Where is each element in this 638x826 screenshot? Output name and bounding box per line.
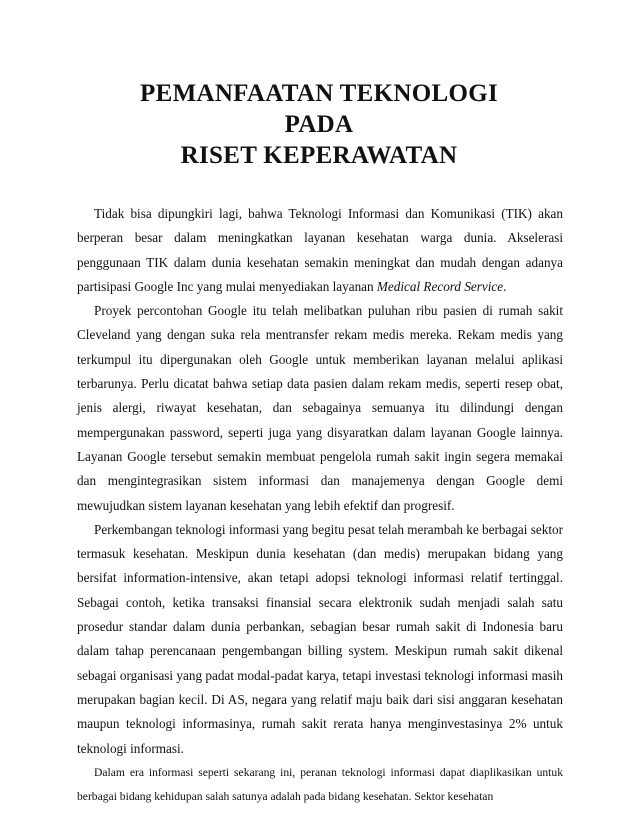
paragraph-2: Proyek percontohan Google itu telah melibatkan puluhan ribu pasien di rumah sakit Cleveland yang dengan suka rela mentransfer rekam medis mereka. Rekam medis yang terkumpul itu dipergunakan oleh Google untuk memberikan layanan melalui aplikasi terbarunya. Perlu dicatat bahwa setiap data pasien dalam rekam medis, seperti resep obat, jenis alergi, riwayat kesehatan, dan sebagainya semuanya itu dilindungi dengan mempergunakan password, seperti juga yang disyaratkan dalam layanan Google lainnya. Layanan Google tersebut semakin membuat pengelola rumah sakit ingin segera memakai dan mengintegrasikan sistem informasi dan manajemenya dengan Google demi mewujudkan sistem layanan kesehatan yang lebih efektif dan progresif. <box>77 303 563 513</box>
title-line-2: PADA <box>284 111 354 138</box>
paragraph-4: Dalam era informasi seperti sekarang ini, peranan teknologi informasi dapat diaplikasikan untuk berbagai bidang kehidupan salah satunya adalah pada bidang kesehatan. Sektor kesehatan <box>77 765 563 804</box>
title-line-3: RISET KEPERAWATAN <box>180 142 458 169</box>
page-title <box>0 78 638 171</box>
medical-record-service-term: Medical Record Service <box>376 278 504 294</box>
paragraph-1-end: . <box>503 278 507 294</box>
paragraph-3: Perkembangan teknologi informasi yang begitu pesat telah merambah ke berbagai sektor termasuk kesehatan. Meskipun dunia kesehatan (dan medis) merupakan bidang yang bersifat information-intensive, akan tetapi adopsi teknologi informasi relatif tertinggal. Sebagai contoh, ketika transaksi finansial secara elektronik sudah menjadi salah satu prosedur standar dalam dunia perbankan, sebagian besar rumah sakit di Indonesia baru dalam tahap perencanaan pengembangan billing system. Meskipun rumah sakit dikenal sebagai organisasi yang padat modal-padat karya, tetapi investasi teknologi informasi masih merupakan bagian kecil. Di AS, negara yang relatif maju baik dari sisi anggaran kesehatan maupun teknologi informasinya, rumah sakit rerata hanya menginvestasinya 2% untuk teknologi informasi. <box>77 521 563 756</box>
document-body <box>77 202 563 809</box>
paragraph-1 <box>77 202 563 299</box>
paragraph-1-text: Tidak bisa dipungkiri lagi, bahwa Teknologi Informasi dan Komunikasi (TIK) akan berperan besar dalam meningkatkan layanan kesehatan warga dunia. Akselerasi penggunaan TIK dalam dunia kesehatan semakin meningkat dan mudah dengan adanya partisipasi Google Inc yang mulai menyediakan layanan <box>77 206 563 294</box>
title-line-1: PEMANFAATAN TEKNOLOGI <box>140 80 498 107</box>
